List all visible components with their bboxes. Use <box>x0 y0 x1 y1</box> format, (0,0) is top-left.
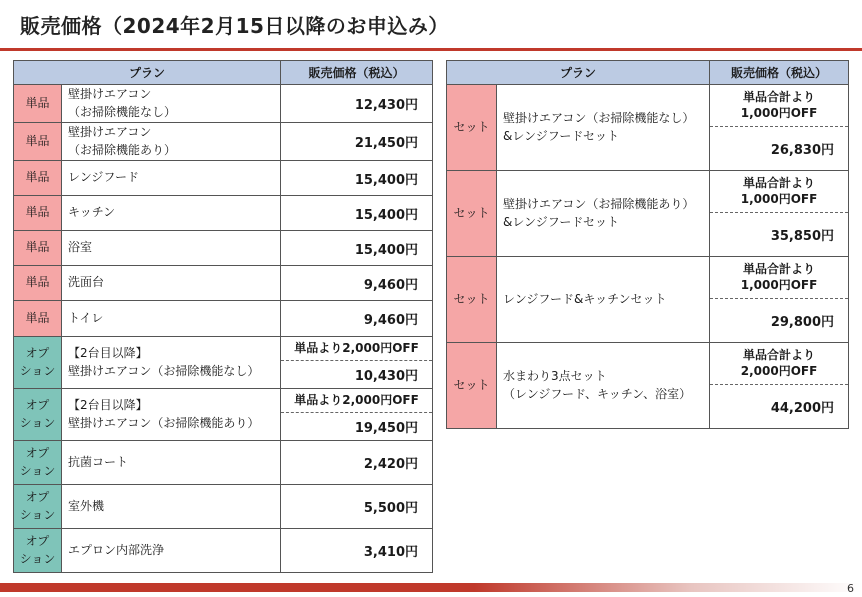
plan-name: 抗菌コート <box>62 441 281 485</box>
plan-name: 浴室 <box>62 231 281 266</box>
price-value: 15,400円 <box>281 231 433 266</box>
table-row <box>14 266 433 301</box>
price-value: 12,430円 <box>281 85 433 123</box>
plan-type-badge: 単品 <box>14 85 62 123</box>
price-value: 15,400円 <box>281 196 433 231</box>
set-price-table <box>446 60 849 429</box>
price-cell <box>710 85 849 171</box>
price-value: 26,830円 <box>770 142 835 158</box>
plan-type-badge: オプ ション <box>14 337 62 389</box>
table-row <box>14 389 433 441</box>
table-row <box>14 161 433 196</box>
price-cell <box>281 337 433 389</box>
plan-type-badge: 単品 <box>14 161 62 196</box>
table-row <box>14 301 433 337</box>
plan-name: エプロン内部洗浄 <box>62 529 281 573</box>
plan-type-badge: セット <box>447 171 497 257</box>
table-row <box>14 85 433 123</box>
price-cell <box>710 343 849 429</box>
price-cell <box>710 257 849 343</box>
table-row <box>14 529 433 573</box>
table-row <box>14 337 433 389</box>
price-value: 21,450円 <box>281 123 433 161</box>
table-row <box>447 257 849 343</box>
plan-name: 壁掛けエアコン（お掃除機能あり） &レンジフードセット <box>497 171 710 257</box>
plan-name: 壁掛けエアコン （お掃除機能あり） <box>62 123 281 161</box>
discount-note: 単品合計より 2,000円OFF <box>710 343 848 385</box>
price-value: 2,420円 <box>281 441 433 485</box>
plan-type-badge: 単品 <box>14 231 62 266</box>
discount-note: 単品より2,000円OFF <box>281 389 432 413</box>
price-value: 15,400円 <box>281 161 433 196</box>
price-value: 3,410円 <box>281 529 433 573</box>
plan-name: 壁掛けエアコン（お掃除機能なし） &レンジフードセット <box>497 85 710 171</box>
discount-note: 単品より2,000円OFF <box>281 337 432 361</box>
price-value: 9,460円 <box>281 266 433 301</box>
price-value: 9,460円 <box>281 301 433 337</box>
table-row <box>14 123 433 161</box>
discount-note: 単品合計より 1,000円OFF <box>710 171 848 213</box>
page-number: 6 <box>847 582 854 595</box>
price-value: 19,450円 <box>354 420 419 436</box>
discount-note: 単品合計より 1,000円OFF <box>710 257 848 299</box>
page-title: 販売価格（2024年2月15日以降のお申込み） <box>20 14 449 38</box>
table-row <box>14 231 433 266</box>
table-row <box>447 171 849 257</box>
single-option-price-table <box>13 60 433 573</box>
price-value: 44,200円 <box>770 400 835 416</box>
right-header-price: 販売価格（税込） <box>710 61 849 85</box>
plan-name: 【2台目以降】 壁掛けエアコン（お掃除機能あり） <box>62 389 281 441</box>
plan-type-badge: セット <box>447 257 497 343</box>
plan-type-badge: オプ ション <box>14 529 62 573</box>
plan-type-badge: 単品 <box>14 123 62 161</box>
plan-name: レンジフード&キッチンセット <box>497 257 710 343</box>
price-value: 10,430円 <box>354 368 419 384</box>
plan-name: 【2台目以降】 壁掛けエアコン（お掃除機能なし） <box>62 337 281 389</box>
plan-name: 洗面台 <box>62 266 281 301</box>
plan-name: 水まわり3点セット （レンジフード、キッチン、浴室） <box>497 343 710 429</box>
right-header-plan: プラン <box>447 61 710 85</box>
plan-type-badge: 単品 <box>14 266 62 301</box>
left-header-price: 販売価格（税込） <box>281 61 433 85</box>
plan-type-badge: オプ ション <box>14 485 62 529</box>
plan-name: 室外機 <box>62 485 281 529</box>
plan-type-badge: セット <box>447 343 497 429</box>
left-header-plan: プラン <box>14 61 281 85</box>
table-row <box>447 85 849 171</box>
plan-type-badge: 単品 <box>14 301 62 337</box>
plan-type-badge: セット <box>447 85 497 171</box>
plan-name: 壁掛けエアコン （お掃除機能なし） <box>62 85 281 123</box>
plan-type-badge: オプ ション <box>14 441 62 485</box>
price-value: 29,800円 <box>770 314 835 330</box>
footer-bar <box>0 583 862 592</box>
price-value: 5,500円 <box>281 485 433 529</box>
price-cell <box>710 171 849 257</box>
plan-type-badge: 単品 <box>14 196 62 231</box>
table-row <box>14 196 433 231</box>
table-row <box>447 343 849 429</box>
table-row <box>14 485 433 529</box>
plan-name: キッチン <box>62 196 281 231</box>
table-row <box>14 441 433 485</box>
plan-name: レンジフード <box>62 161 281 196</box>
discount-note: 単品合計より 1,000円OFF <box>710 85 848 127</box>
price-value: 35,850円 <box>770 228 835 244</box>
price-cell <box>281 389 433 441</box>
plan-name: トイレ <box>62 301 281 337</box>
title-divider <box>0 48 862 51</box>
plan-type-badge: オプ ション <box>14 389 62 441</box>
